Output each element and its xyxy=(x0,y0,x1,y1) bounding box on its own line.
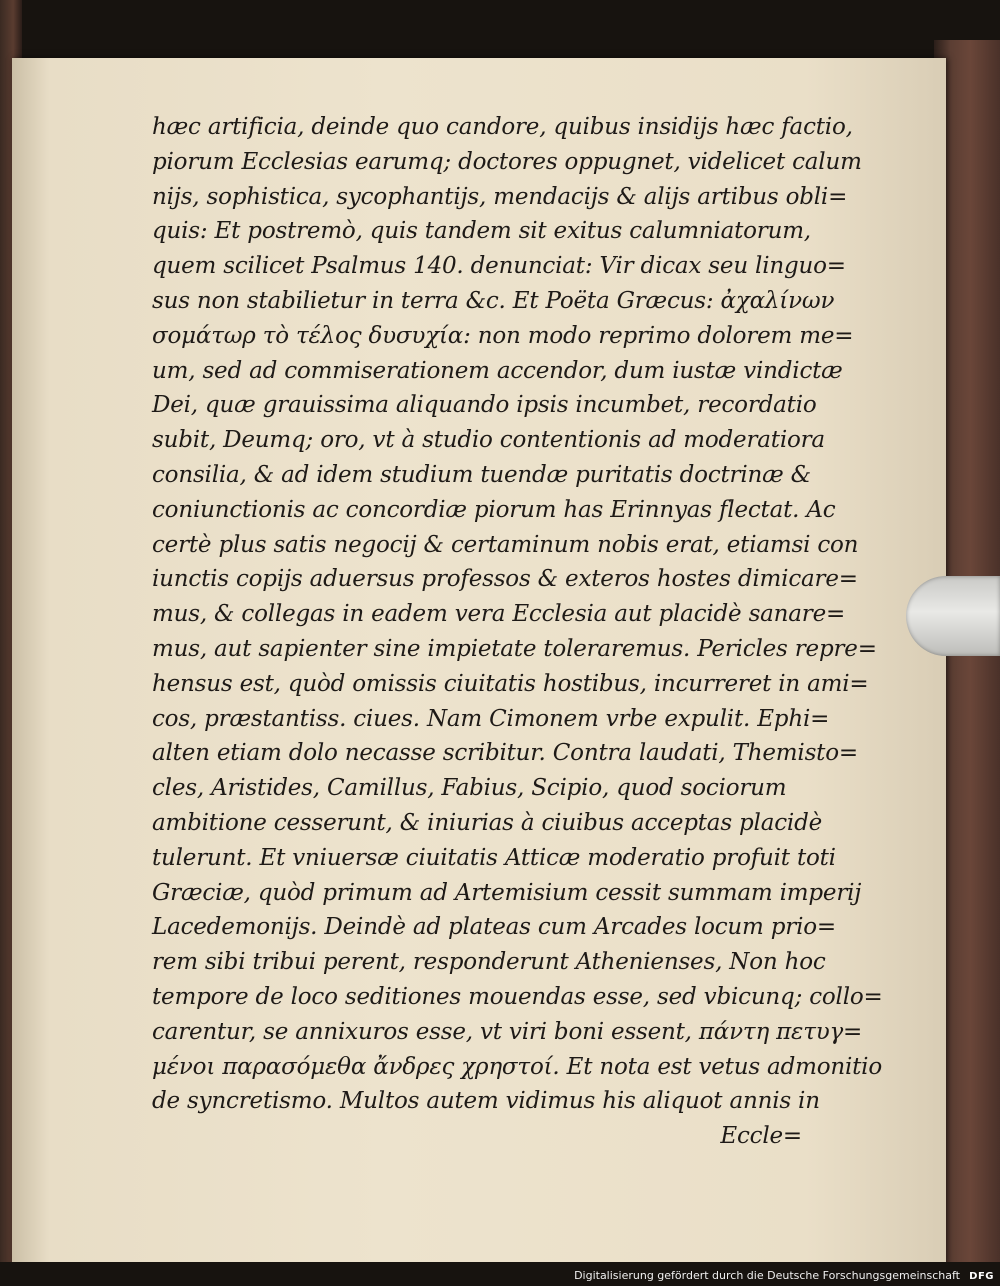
dfg-logo: DFG xyxy=(969,1271,994,1282)
text-line: coniunctionis ac concordiæ piorum has Erinnyas flectat. Ac xyxy=(152,496,836,523)
text-line: hæc artificia, deinde quo candore, quibus insidijs hæc factio, xyxy=(152,114,853,140)
text-line: σομάτωρ τὸ τέλος δυσυχία: non modo reprimo dolorem me= xyxy=(152,322,854,349)
page-text xyxy=(152,110,883,1154)
text-line: μένοι παρασόμεθα ἄνδρες χρηστοί. Et nota est vetus admonitio xyxy=(152,1053,882,1080)
text-line: cles, Aristides, Camillus, Fabius, Scipio, quod sociorum xyxy=(152,775,787,802)
text-line: subit, Deumq; oro, vt à studio contentionis ad moderatiora xyxy=(152,427,825,454)
text-line: hensus est, quòd omissis ciuitatis hostibus, incurreret in ami= xyxy=(152,670,869,697)
text-line: alten etiam dolo necasse scribitur. Contra laudati, Themisto= xyxy=(152,740,858,767)
catchword: Eccle= xyxy=(720,1123,802,1150)
text-line: sus non stabilietur in terra &c. Et Poëta Græcus: ἀχαλίνων xyxy=(152,287,835,314)
text-line: Græciæ, quòd primum ad Artemisium cessit summam imperij xyxy=(152,879,862,906)
text-line: tempore de loco seditiones mouendas esse, sed vbicunq; collo= xyxy=(152,983,883,1010)
text-line: de syncretismo. Multos autem vidimus his aliquot annis in xyxy=(152,1088,820,1115)
text-line: cos, præstantiss. ciues. Nam Cimonem vrbe expulit. Ephi= xyxy=(152,705,830,732)
text-line: mus, aut sapienter sine impietate toleraremus. Pericles repre= xyxy=(152,635,877,662)
text-line: ambitione cesserunt, & iniurias à ciuibus acceptas placidè xyxy=(152,809,822,836)
text-line: certè plus satis negocij & certaminum nobis erat, etiamsi con xyxy=(152,531,859,558)
text-line: carentur, se annixuros esse, vt viri boni essent, πάντη πετυγ= xyxy=(152,1018,863,1045)
text-line: consilia, & ad idem studium tuendæ puritatis doctrinæ & xyxy=(152,461,811,488)
text-line: tulerunt. Et vniuersæ ciuitatis Atticæ moderatio profuit toti xyxy=(152,844,836,871)
text-line: nijs, sophistica, sycophantijs, mendacijs & alijs artibus obli= xyxy=(152,183,848,210)
text-line: iunctis copijs aduersus professos & exteros hostes dimicare= xyxy=(152,566,858,593)
text-line: Lacedemonijs. Deindè ad plateas cum Arcades locum prio= xyxy=(152,914,836,941)
text-line: quem scilicet Psalmus 140. denunciat: Vir dicax seu linguo= xyxy=(152,253,846,280)
footer-bar xyxy=(0,1262,1000,1286)
text-line: um, sed ad commiserationem accendor, dum iustæ vindictæ xyxy=(152,357,843,384)
funding-credit: Digitalisierung gefördert durch die Deutsche Forschungsgemeinschaft xyxy=(574,1269,960,1282)
text-line: Dei, quæ grauissima aliquando ipsis incumbet, recordatio xyxy=(152,392,817,419)
text-line: rem sibi tribui perent, responderunt Athenienses, Non hoc xyxy=(152,949,826,976)
text-line: quis: Et postremò, quis tandem sit exitus calumniatorum, xyxy=(152,218,811,245)
text-line: mus, & collegas in eadem vera Ecclesia aut placidè sanare= xyxy=(152,601,846,628)
text-line: piorum Ecclesias earumq; doctores oppugnet, videlicet calum xyxy=(152,148,862,175)
page-clip xyxy=(906,576,1000,656)
